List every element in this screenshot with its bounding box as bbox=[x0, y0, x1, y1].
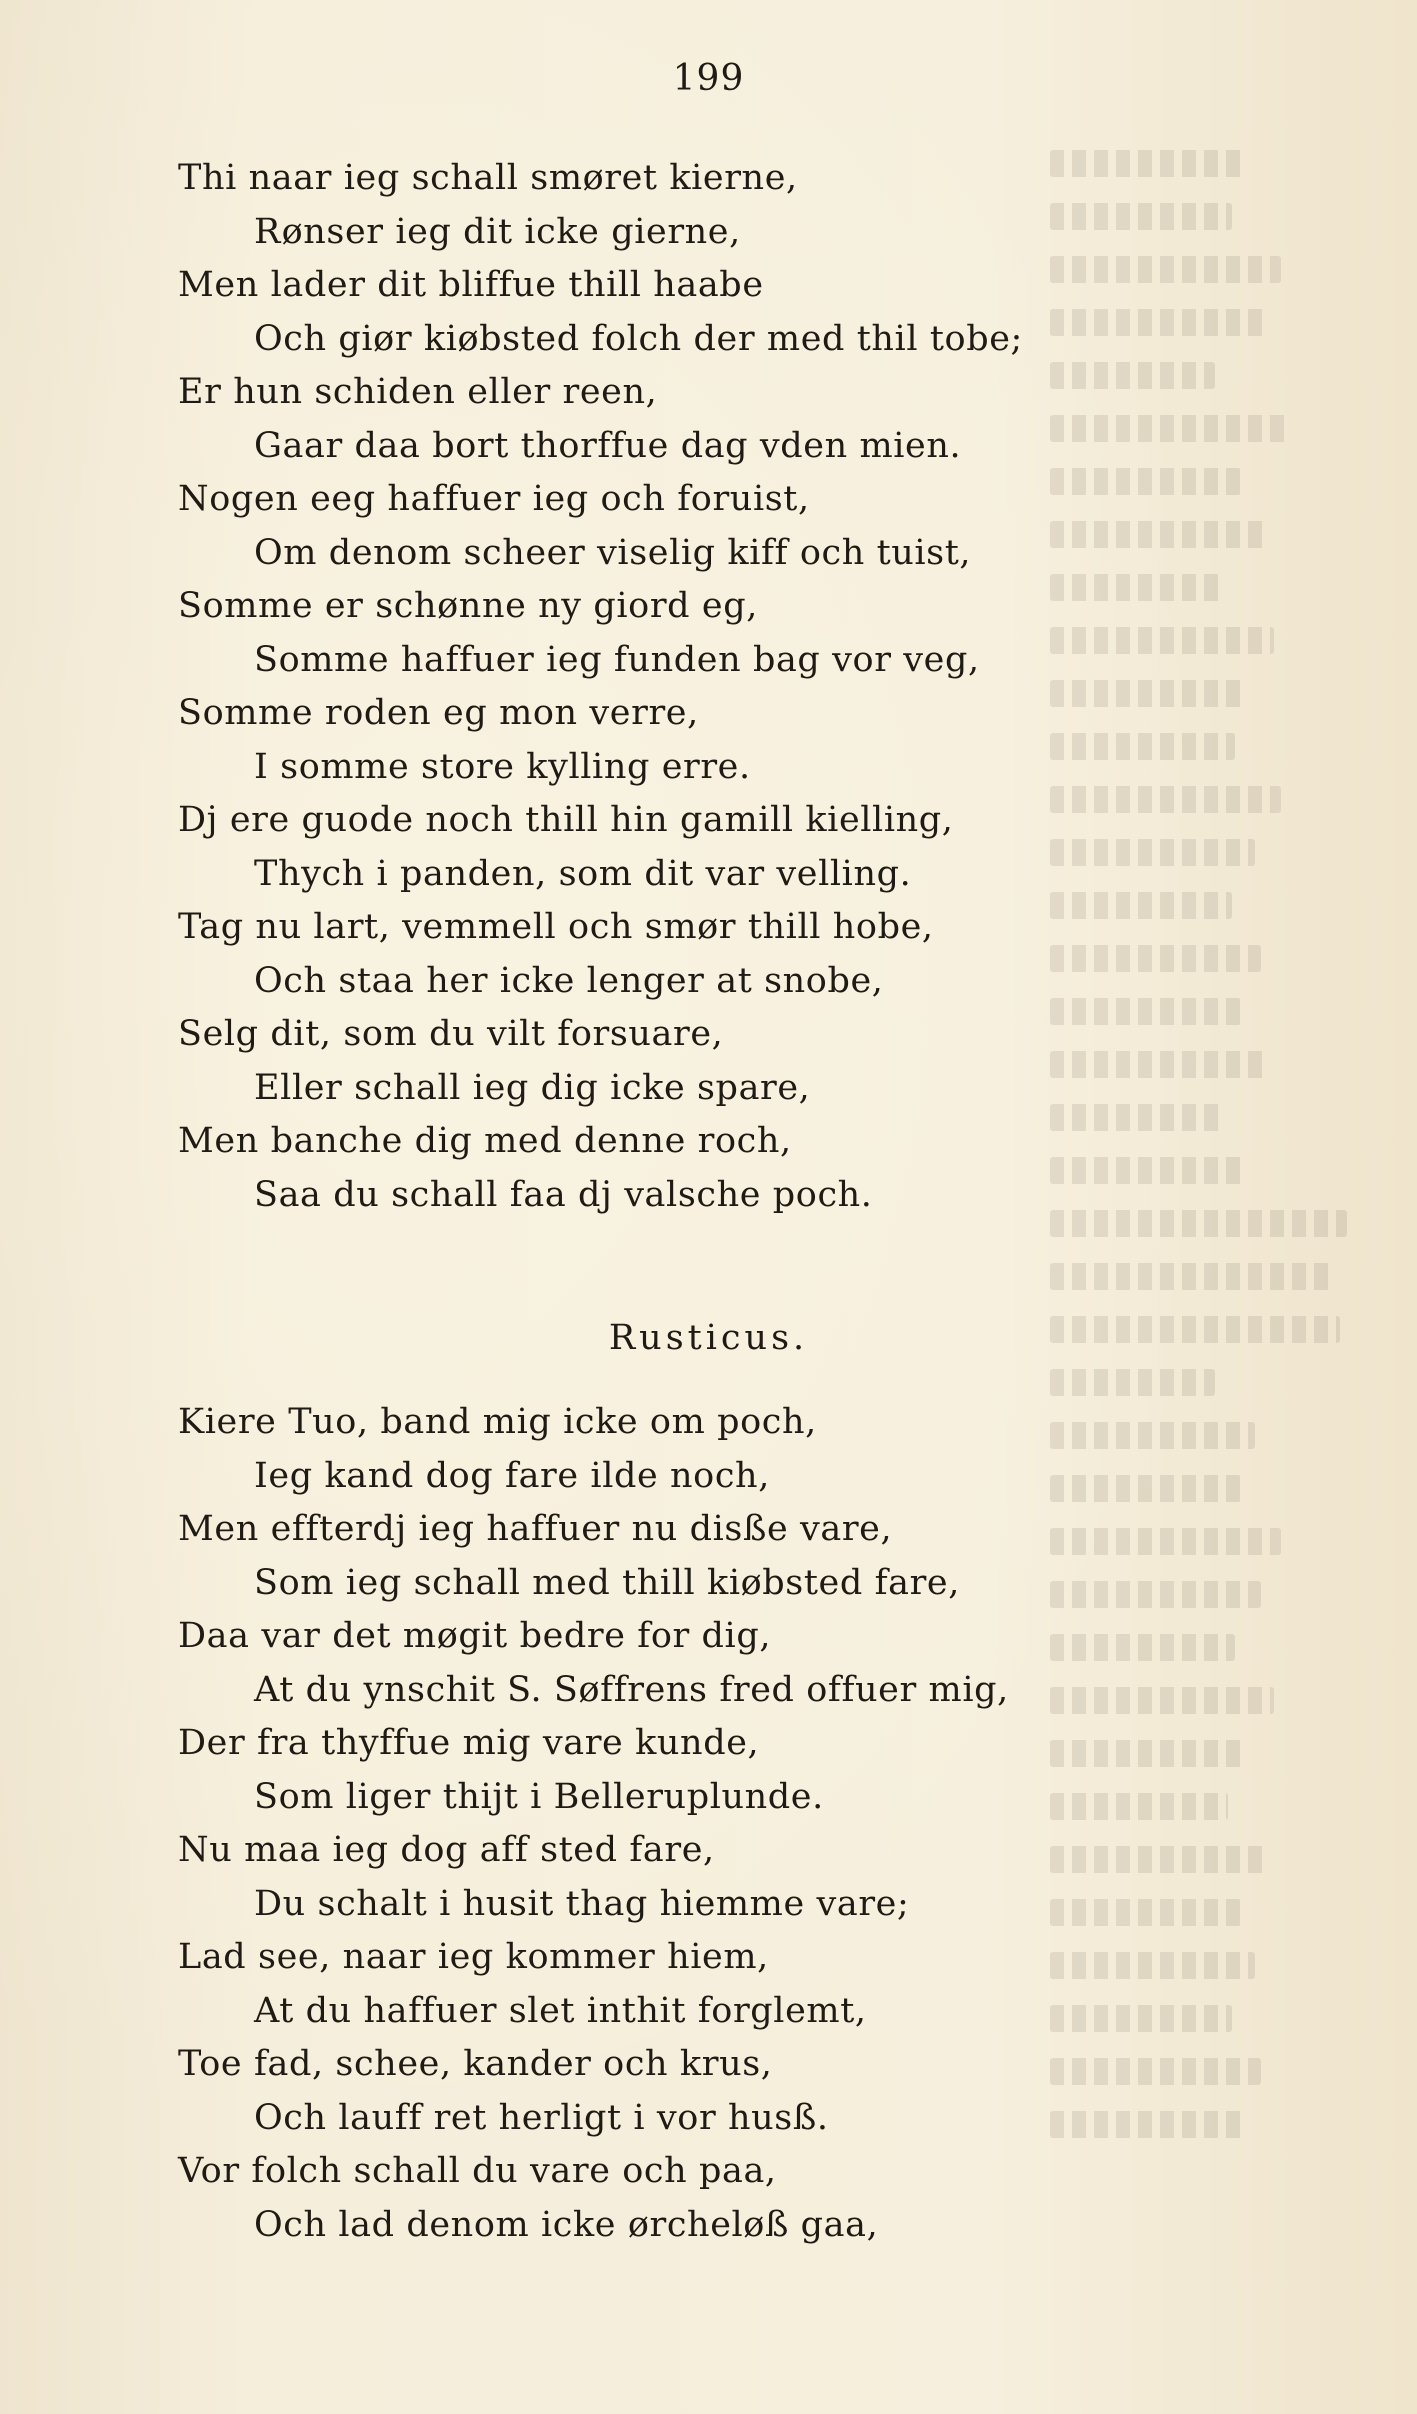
verse-line: Tag nu lart, vemmell och smør thill hobe, bbox=[178, 907, 934, 947]
verse-line: Men lader dit bliffue thill haabe bbox=[178, 265, 764, 305]
page-number: 199 bbox=[672, 58, 745, 99]
verse-line: At du ynschit S. Søffrens fred offuer mig, bbox=[254, 1669, 1009, 1710]
verse-line: Och lad denom icke ørcheløß gaa, bbox=[254, 2204, 879, 2245]
verse-line: Gaar daa bort thorffue dag vden mien. bbox=[254, 425, 962, 466]
verse-stanza-2 bbox=[178, 1396, 1178, 2252]
verse-line: Men banche dig med denne roch, bbox=[178, 1121, 792, 1161]
verse-line: Der fra thyffue mig vare kunde, bbox=[178, 1723, 760, 1763]
verse-line: Daa var det møgit bedre for dig, bbox=[178, 1616, 772, 1656]
verse-line: Er hun schiden eller reen, bbox=[178, 372, 658, 412]
verse-line: Somme er schønne ny giord eg, bbox=[178, 586, 758, 626]
verse-line: Lad see, naar ieg kommer hiem, bbox=[178, 1937, 769, 1977]
verse-line: Nu maa ieg dog aff sted fare, bbox=[178, 1830, 715, 1870]
verse-line: Kiere Tuo, band mig icke om poch, bbox=[178, 1402, 817, 1442]
verse-line: Somme roden eg mon verre, bbox=[178, 693, 699, 733]
verse-line: Och lauff ret herligt i vor husß. bbox=[254, 2097, 829, 2138]
verse-line: Som ieg schall med thill kiøbsted fare, bbox=[254, 1562, 960, 1603]
verse-line: Och giør kiøbsted folch der med thil tobe; bbox=[254, 318, 1023, 359]
verse-line: Vor folch schall du vare och paa, bbox=[178, 2151, 777, 2191]
verse-line: At du haffuer slet inthit forglemt, bbox=[254, 1990, 867, 2031]
verse-line: Thi naar ieg schall smøret kierne, bbox=[178, 158, 798, 198]
verse-line: Eller schall ieg dig icke spare, bbox=[254, 1067, 811, 1108]
verse-line: Somme haffuer ieg funden bag vor veg, bbox=[254, 639, 980, 680]
verse-line: Dj ere guode noch thill hin gamill kielling, bbox=[178, 800, 954, 840]
verse-line: Thych i panden, som dit var velling. bbox=[254, 853, 912, 894]
verse-line: Nogen eeg haffuer ieg och foruist, bbox=[178, 479, 810, 519]
verse-line: Rønser ieg dit icke gierne, bbox=[254, 211, 741, 252]
verse-line: Men effterdj ieg haffuer nu disße vare, bbox=[178, 1509, 893, 1549]
verse-line: I somme store kylling erre. bbox=[254, 746, 751, 787]
verse-stanza-1 bbox=[178, 152, 1178, 1222]
verse-line: Och staa her icke lenger at snobe, bbox=[254, 960, 884, 1001]
speaker-heading: Rusticus. bbox=[608, 1318, 809, 1358]
verse-line: Om denom scheer viselig kiff och tuist, bbox=[254, 532, 972, 573]
verse-line: Som liger thijt i Belleruplunde. bbox=[254, 1776, 824, 1817]
verse-line: Ieg kand dog fare ilde noch, bbox=[254, 1455, 770, 1496]
verse-line: Selg dit, som du vilt forsuare, bbox=[178, 1014, 724, 1054]
verse-line: Toe fad, schee, kander och krus, bbox=[178, 2044, 773, 2084]
verse-line: Saa du schall faa dj valsche poch. bbox=[254, 1174, 873, 1215]
verse-line: Du schalt i husit thag hiemme vare; bbox=[254, 1883, 910, 1924]
